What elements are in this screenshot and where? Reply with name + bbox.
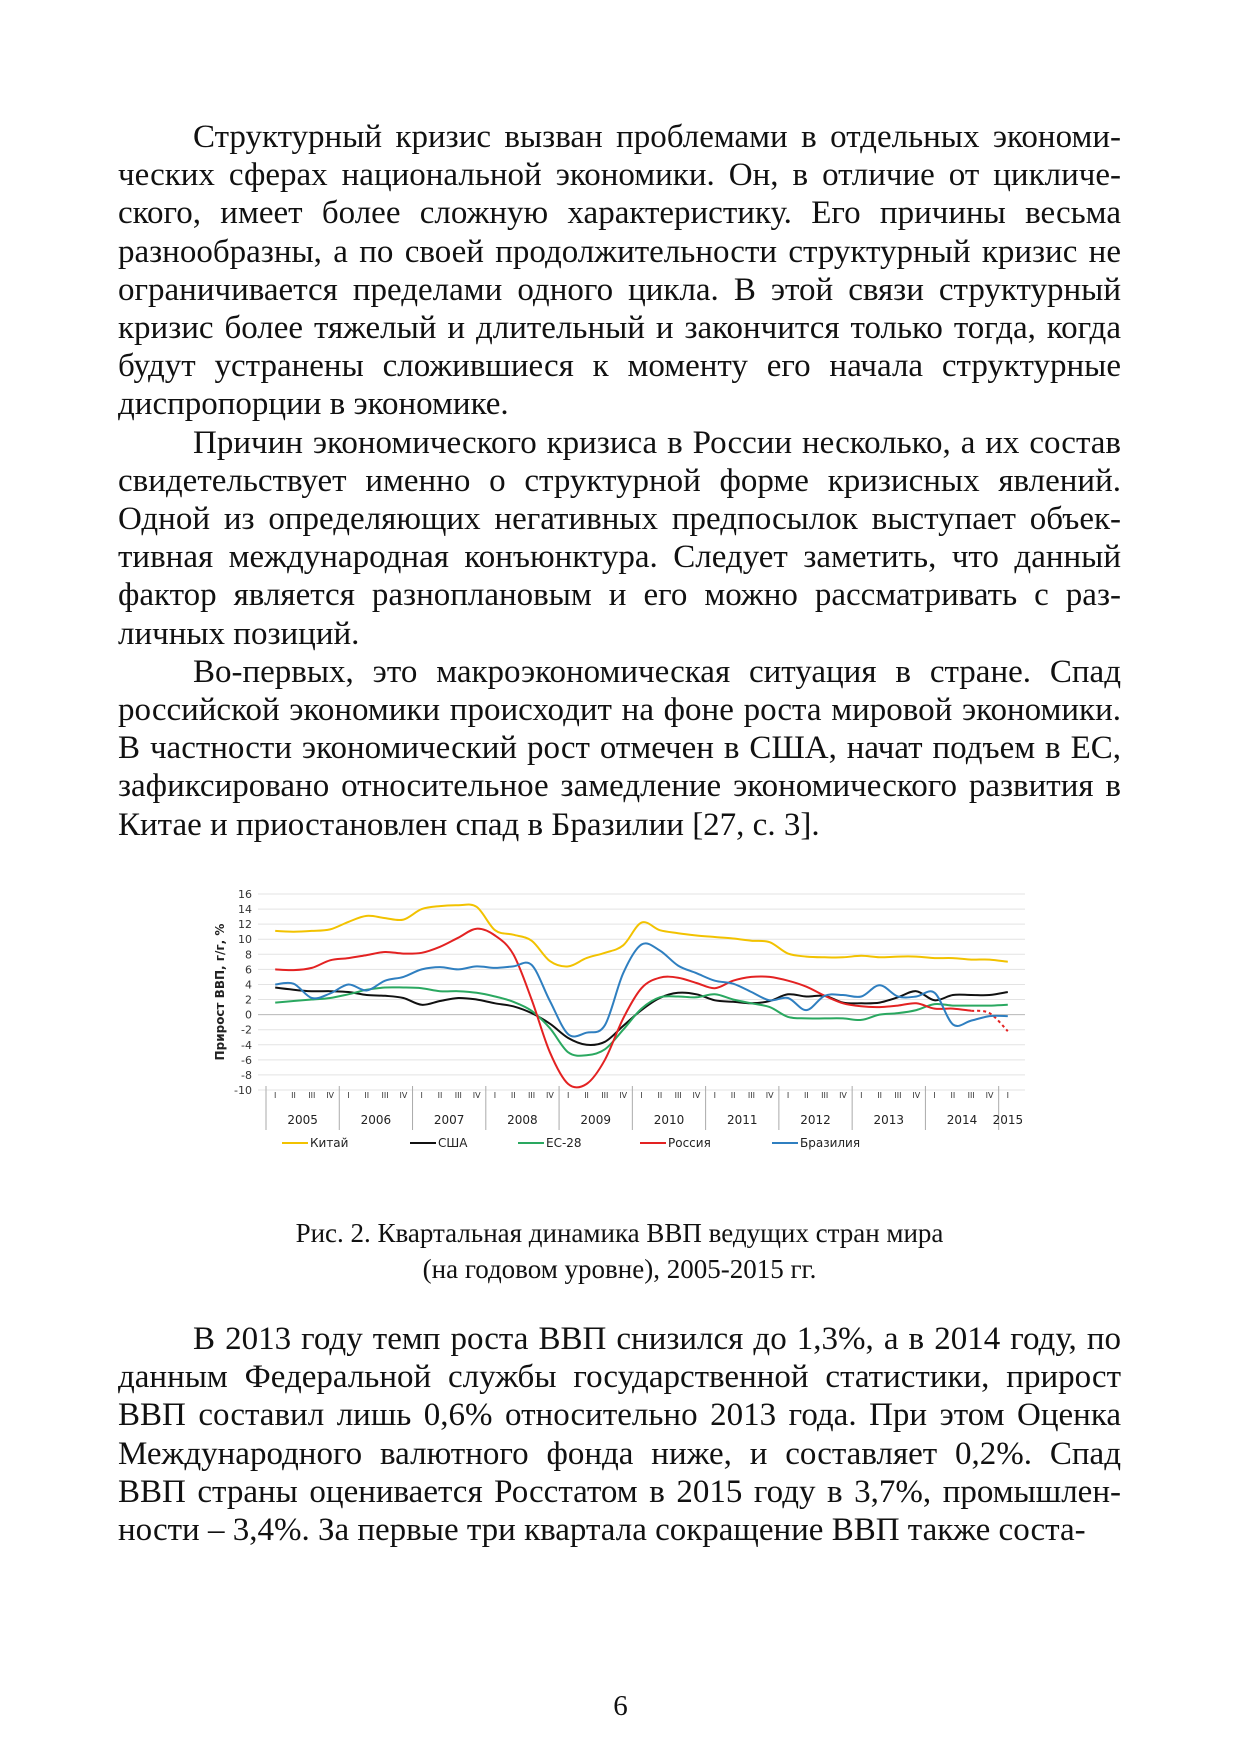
x-quarter-label: I <box>493 1091 497 1100</box>
y-tick-label: 14 <box>238 903 252 917</box>
x-quarter-label: IV <box>399 1091 408 1100</box>
x-quarter-label: III <box>454 1091 462 1100</box>
x-quarter-label: I <box>933 1091 936 1100</box>
x-quarter-label: II <box>364 1091 370 1100</box>
x-year-label: 2007 <box>433 1113 465 1127</box>
x-quarter-label: II <box>730 1091 736 1100</box>
y-tick-label: -8 <box>241 1068 252 1082</box>
x-quarter-label: III <box>601 1091 609 1100</box>
x-quarter-label: I <box>786 1091 790 1100</box>
x-quarter-label: IV <box>692 1091 701 1100</box>
legend-label: США <box>438 1136 468 1150</box>
x-year-label: 2012 <box>800 1113 831 1127</box>
y-tick-label: -2 <box>241 1023 252 1037</box>
y-tick-label: 8 <box>245 948 252 962</box>
y-tick-label: 16 <box>238 888 252 901</box>
series-line-russia-forecast <box>971 1011 1008 1031</box>
paragraph-1: Структурный кризис вызван проблемами в отдельных экономических сферах национальной экономики. Он, в отличие от циклического, имеет более сложную характеристику. Его причины весьма разнообразны, а по своей продолжительности структурный кризис не ограничивается пределами одного цикла. В этой связи структурный кризис более тяжелый и длительный и закончится только тогда, когда будут устранены сложившиеся к моменту его начала структурные диспропорции в экономике. <box>118 119 1121 423</box>
x-quarter-label: I <box>713 1091 716 1100</box>
series-line-china <box>275 905 1008 967</box>
x-year-label: 2011 <box>726 1113 758 1127</box>
x-year-label: 2006 <box>360 1113 392 1127</box>
x-quarter-label: IV <box>326 1091 335 1100</box>
figure-caption <box>118 1215 1121 1287</box>
x-quarter-label: IV <box>472 1091 481 1100</box>
legend-label: ЕС-28 <box>546 1136 582 1150</box>
x-year-label: 2005 <box>287 1113 318 1127</box>
y-tick-label: 12 <box>238 918 252 932</box>
x-quarter-label: I <box>860 1091 863 1100</box>
y-axis-label: Прирост ВВП, г/г, % <box>213 923 227 1061</box>
page-number: 6 <box>613 1690 628 1722</box>
gdp-chart-svg <box>210 880 1040 1195</box>
y-tick-label: 6 <box>245 963 252 977</box>
y-tick-label: -6 <box>241 1053 252 1067</box>
legend-label: Россия <box>668 1136 711 1150</box>
y-tick-label: 2 <box>245 993 252 1007</box>
caption-line-2: (на годовом уровне), 2005-2015 гг. <box>422 1254 817 1284</box>
x-quarter-label: III <box>821 1091 829 1100</box>
x-quarter-label: III <box>528 1091 536 1100</box>
x-quarter-label: II <box>950 1091 956 1100</box>
x-year-label: 2010 <box>653 1113 685 1127</box>
x-quarter-label: III <box>308 1091 316 1100</box>
paragraph-4: В 2013 году темп роста ВВП снизился до 1,3%, а в 2014 году, по данным Федеральной службы государственной статистики, прирост ВВП составил лишь 0,6% относительно 2013 года. При этом Оценка Международного валютного фонда ниже, и составляет 0,2%. Спад ВВП страны оценивается Росстатом в 2015 году в 3,7%, промышленности – 3,4%. За первые три квартала сокращение ВВП также соста- <box>118 1321 1121 1549</box>
x-quarter-label: IV <box>545 1091 554 1100</box>
x-quarter-label: II <box>657 1091 663 1100</box>
x-quarter-label: II <box>291 1091 296 1100</box>
y-tick-label: 4 <box>245 978 252 992</box>
gdp-chart <box>210 880 1040 1195</box>
x-year-label: 2009 <box>580 1113 611 1127</box>
x-quarter-label: IV <box>619 1091 628 1100</box>
paragraph-2: Причин экономического кризиса в России несколько, а их состав свидетельствует именно о структурной форме кризисных явлений. Одной из определяющих негативных предпосылок выступает объективная международная конъюнктура. Следует заметить, что данный фактор является разноплановым и его можно рассматривать с различных позиций. <box>118 424 1121 652</box>
legend-label: Бразилия <box>800 1136 861 1150</box>
x-quarter-label: I <box>420 1091 423 1100</box>
x-quarter-label: I <box>640 1091 643 1100</box>
x-quarter-label: III <box>674 1091 682 1100</box>
x-quarter-label: II <box>877 1091 882 1100</box>
paragraph-3: Во-первых, это макроэкономическая ситуация в стране. Спад российской экономики происходит на фоне роста мировой экономики. В частности экономический рост отмечен в США, начат подъем в ЕС, зафиксировано относительное замедление экономического развития в Китае и приостановлен спад в Бразилии [27, с. 3]. <box>118 653 1121 843</box>
x-quarter-label: III <box>967 1091 975 1100</box>
x-quarter-label: II <box>510 1091 516 1100</box>
legend-label: Китай <box>310 1136 349 1150</box>
x-quarter-label: II <box>584 1091 589 1100</box>
series-line-russia <box>275 929 971 1088</box>
x-quarter-label: I <box>1006 1091 1010 1100</box>
caption-line-1: Рис. 2. Квартальная динамика ВВП ведущих стран мира <box>295 1218 944 1248</box>
x-year-label: 2013 <box>873 1113 905 1127</box>
x-quarter-label: IV <box>839 1091 847 1100</box>
y-tick-label: 10 <box>238 933 252 947</box>
x-quarter-label: I <box>567 1091 570 1100</box>
x-quarter-label: III <box>894 1091 902 1100</box>
x-quarter-label: IV <box>985 1091 994 1100</box>
x-year-label: 2008 <box>507 1113 538 1127</box>
x-quarter-label: IV <box>765 1091 774 1100</box>
x-quarter-label: I <box>273 1091 277 1100</box>
x-year-label: 2015 <box>992 1113 1024 1127</box>
body-text <box>118 118 1121 844</box>
x-quarter-label: III <box>381 1091 389 1100</box>
x-quarter-label: IV <box>912 1091 921 1100</box>
x-quarter-label: II <box>803 1091 809 1100</box>
y-tick-label: -10 <box>234 1084 252 1097</box>
x-quarter-label: III <box>747 1091 755 1100</box>
x-quarter-label: I <box>347 1091 350 1100</box>
x-quarter-label: II <box>437 1091 443 1100</box>
y-tick-label: -4 <box>241 1038 252 1052</box>
y-tick-label: 0 <box>245 1008 252 1022</box>
x-year-label: 2014 <box>946 1113 978 1127</box>
